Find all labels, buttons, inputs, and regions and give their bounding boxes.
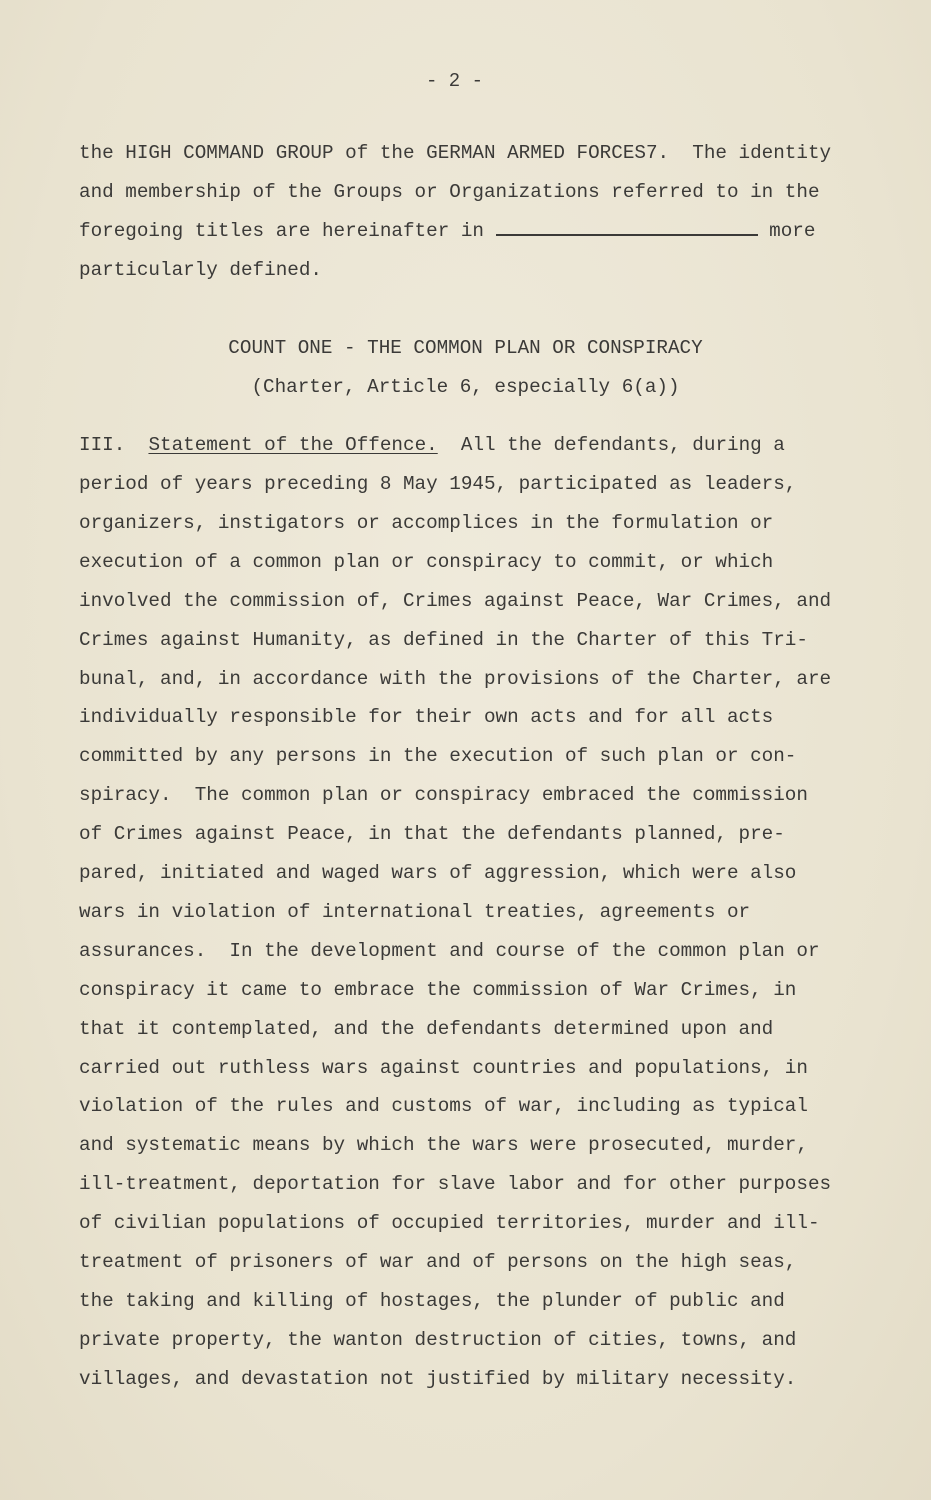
intro-line: the HIGH COMMAND GROUP of the GERMAN ARMED FORCES7. The identity <box>79 142 832 164</box>
body-line: carried out ruthless wars against countries and populations, in <box>79 1056 808 1079</box>
body-line: violation of the rules and customs of war, including as typical <box>79 1095 808 1118</box>
body-line: the taking and killing of hostages, the plunder of public and <box>79 1289 785 1312</box>
body-line: of civilian populations of occupied territories, murder and ill- <box>79 1212 820 1235</box>
body-line: ill-treatment, deportation for slave labor and for other purposes <box>79 1173 832 1196</box>
body-line: Crimes against Humanity, as defined in the Charter of this Tri- <box>79 628 808 651</box>
body-line: organizers, instigators or accomplices in the formulation or <box>79 511 774 534</box>
section-first-line <box>79 433 785 457</box>
body-line: committed by any persons in the execution of such plan or con- <box>79 745 797 768</box>
body-line: villages, and devastation not justified by military necessity. <box>79 1367 797 1390</box>
intro-line-text: foregoing titles are hereinafter in <box>79 220 484 242</box>
section-number: III. <box>79 434 126 456</box>
body-line: spiracy. The common plan or conspiracy embraced the commission <box>79 784 808 807</box>
intro-line-end: more <box>769 220 816 242</box>
intro-line: and membership of the Groups or Organizations referred to in the <box>79 181 820 203</box>
body-line: involved the commission of, Crimes against Peace, War Crimes, and <box>79 589 832 612</box>
body-line: execution of a common plan or conspiracy to commit, or which <box>79 550 774 573</box>
body-line: that it contemplated, and the defendants determined upon and <box>79 1017 774 1040</box>
body-line: of Crimes against Peace, in that the defendants planned, pre- <box>79 823 785 846</box>
body-line: individually responsible for their own acts and for all acts <box>79 706 774 729</box>
blank-line <box>496 220 758 236</box>
body-line: pared, initiated and waged wars of aggression, which were also <box>79 862 797 884</box>
page-number: - 2 - <box>426 70 484 92</box>
body-line: period of years preceding 8 May 1945, participated as leaders, <box>79 473 797 495</box>
body-line: assurances. In the development and course of the common plan or <box>79 939 820 962</box>
intro-line <box>79 219 815 243</box>
body-line: treatment of prisoners of war and of persons on the high seas, <box>79 1251 797 1273</box>
count-heading: COUNT ONE - THE COMMON PLAN OR CONSPIRACY <box>228 337 703 359</box>
count-subheading: (Charter, Article 6, especially 6(a)) <box>251 376 680 398</box>
body-line: and systematic means by which the wars were prosecuted, murder, <box>79 1134 808 1157</box>
body-line: private property, the wanton destruction of cities, towns, and <box>79 1328 797 1351</box>
section-title: Statement of the Offence. <box>148 434 438 456</box>
body-line: bunal, and, in accordance with the provisions of the Charter, are <box>79 667 832 690</box>
section-text: All the defendants, during a <box>460 434 785 456</box>
intro-line: particularly defined. <box>79 259 322 281</box>
body-line: wars in violation of international treaties, agreements or <box>79 900 751 923</box>
body-line: conspiracy it came to embrace the commission of War Crimes, in <box>79 978 797 1001</box>
